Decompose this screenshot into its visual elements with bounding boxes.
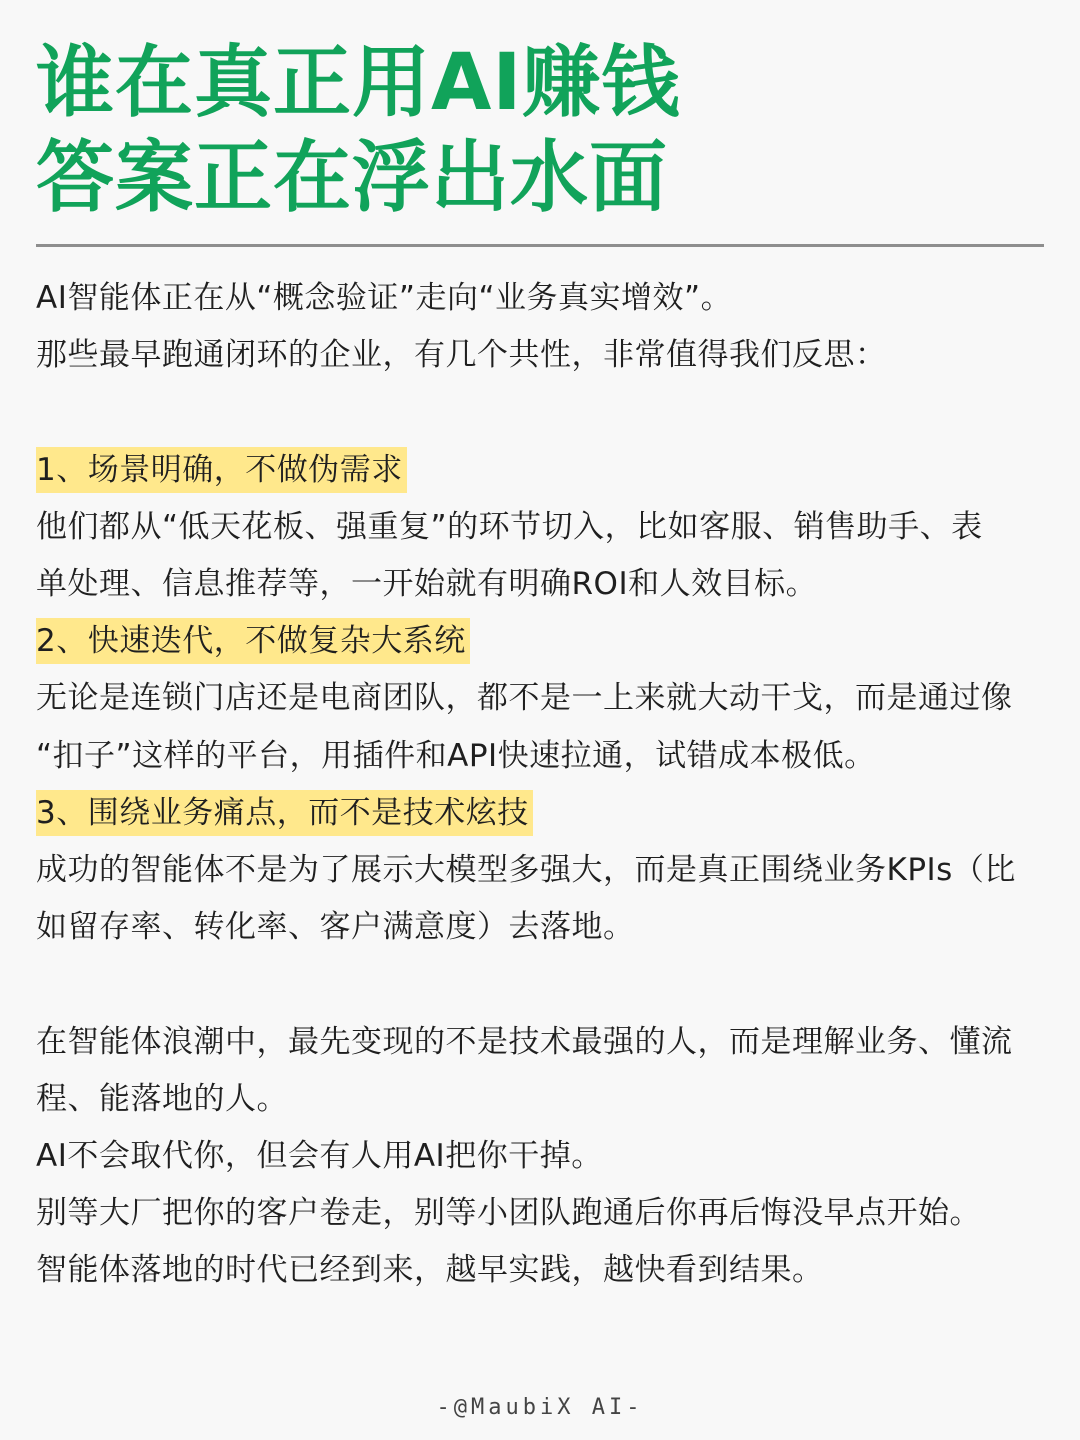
conclusion-line-3: AI不会取代你，但会有人用AI把你干掉。 [36,1138,603,1175]
intro-line-1: AI智能体正在从“概念验证”走向“业务真实增效”。 [36,280,733,316]
point-2-heading-row [36,613,1044,670]
article-body [36,270,1044,1300]
title-divider [36,244,1044,247]
point-3-heading: 3、围绕业务痛点，而不是技术炫技 [36,790,533,836]
intro-line-2: 那些最早跑通闭环的企业，有几个共性，非常值得我们反思： [36,337,887,374]
section-spacer [36,384,1044,441]
conclusion-line-5: 智能体落地的时代已经到来，越早实践，越快看到结果。 [36,1252,824,1289]
conclusion-line-2: 程、能落地的人。 [36,1080,288,1117]
section-spacer [36,956,1044,1013]
title-line-1: 谁在真正用AI赚钱 [36,38,681,128]
point-2-text-line-2: “扣子”这样的平台，用插件和API快速拉通，试错成本极低。 [36,737,876,774]
page-title [36,36,1046,226]
footer-credit: -@MaubiX AI- [436,1395,644,1420]
point-1-text-line-2: 单处理、信息推荐等，一开始就有明确ROI和人效目标。 [36,566,818,602]
title-line-2: 答案正在浮出水面 [36,133,669,223]
point-1-text-line-1: 他们都从“低天花板、强重复”的环节切入，比如客服、销售助手、表 [36,508,983,545]
point-2-heading: 2、快速迭代，不做复杂大系统 [36,618,470,664]
conclusion-line-4: 别等大厂把你的客户卷走，别等小团队跑通后你再后悔没早点开始。 [36,1195,981,1232]
point-3-heading-row [36,785,1044,842]
point-1-heading: 1、场景明确，不做伪需求 [36,447,407,493]
point-3-text-line-1: 成功的智能体不是为了展示大模型多强大，而是真正围绕业务KPIs（比 [36,852,1016,889]
point-3-text-line-2: 如留存率、转化率、客户满意度）去落地。 [36,909,635,946]
point-1-heading-row [36,442,1044,499]
point-2-text-line-1: 无论是连锁门店还是电商团队，都不是一上来就大动干戈，而是通过像 [36,680,1013,717]
conclusion-line-1: 在智能体浪潮中，最先变现的不是技术最强的人，而是理解业务、懂流 [36,1023,1013,1060]
